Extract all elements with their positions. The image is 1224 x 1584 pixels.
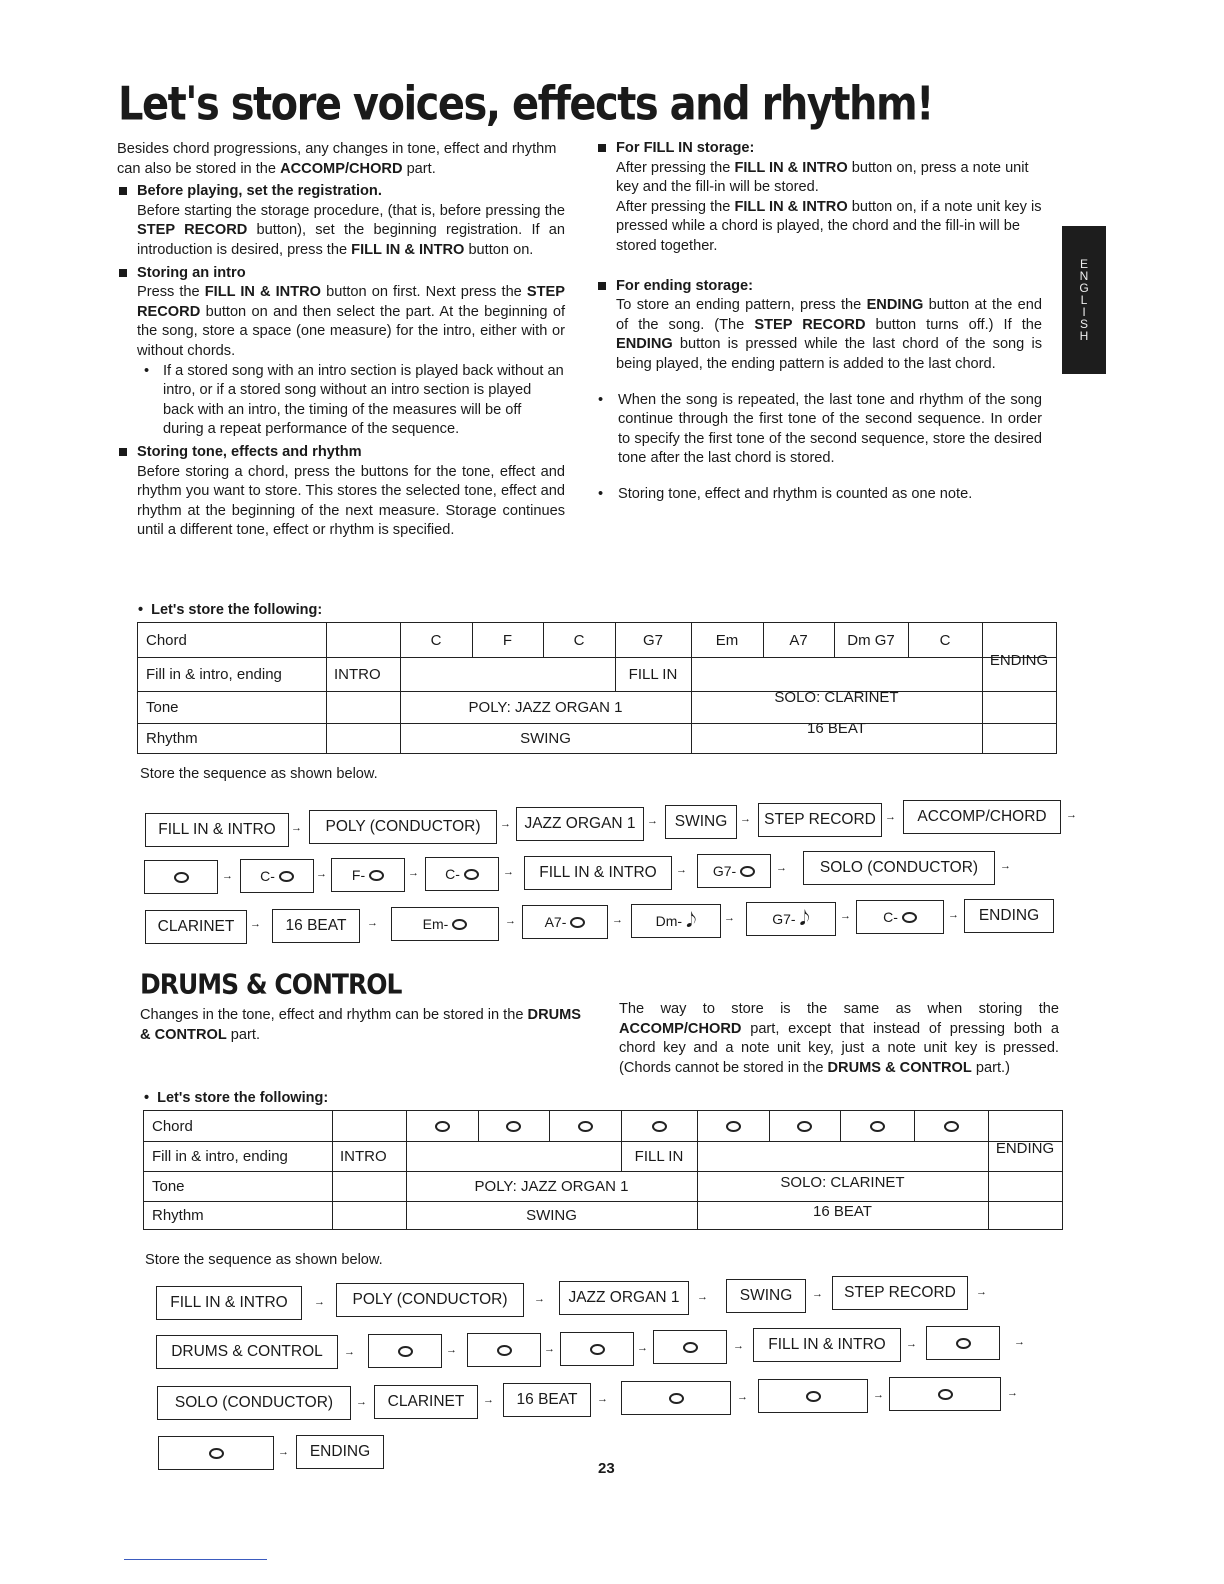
note-icon — [398, 1346, 413, 1357]
section-title-drums: DRUMS & CONTROL — [140, 968, 402, 1000]
seq-jazz-organ-button: JAZZ ORGAN 1 — [516, 807, 644, 841]
arrow: → — [906, 1338, 917, 1350]
note-icon — [578, 1121, 593, 1132]
seq-swing-button: SWING — [665, 805, 737, 839]
half-note-icon: 𝅘𝅥𝅮 — [799, 907, 810, 930]
arrow: → — [314, 1296, 325, 1308]
arrow: → — [356, 1396, 367, 1408]
note-icon — [740, 866, 755, 877]
note-cell — [406, 1111, 478, 1141]
row-label-rhythm: Rhythm — [146, 729, 198, 747]
note-icon — [570, 917, 585, 928]
note-cell — [840, 1111, 914, 1141]
note-icon — [938, 1389, 953, 1400]
arrow: → — [544, 1343, 555, 1355]
arrow: → — [1014, 1336, 1025, 1348]
arrow: → — [737, 1391, 748, 1403]
row-label-rhythm: Rhythm — [152, 1206, 204, 1224]
heading-registration: Before playing, set the registration. — [117, 182, 565, 202]
heading-fillin: For FILL IN storage: — [596, 139, 1042, 159]
arrow: → — [873, 1389, 884, 1401]
arrow: → — [291, 822, 302, 834]
footer-rule — [124, 1559, 267, 1560]
seq-chord-half-note-box: Dm- 𝅘𝅥𝅮 — [631, 904, 721, 938]
tab-letter: N — [1079, 269, 1089, 283]
row-label-tone: Tone — [152, 1177, 185, 1195]
heading-ending: For ending storage: — [596, 277, 1042, 297]
note-icon — [726, 1121, 741, 1132]
table1-label: • Let's store the following: — [138, 602, 323, 618]
tab-letter: H — [1079, 329, 1089, 343]
arrow: → — [976, 1286, 987, 1298]
drums-right-text: The way to store is the same as when storing the ACCOMP/CHORD part, except that instead of pressing both a chord key and a note unit key, just a note unit key is pressed. (Chords cannot be stored in the DRUMS & CONTROL part.) — [619, 1001, 1059, 1076]
seq-note-box — [653, 1330, 727, 1364]
arrow: → — [812, 1288, 823, 1300]
seq1-label: Store the sequence as shown below. — [140, 766, 378, 782]
seq-note-box — [158, 1436, 274, 1470]
page-title: Let's store voices, effects and rhythm! — [118, 78, 933, 131]
note-icon — [174, 872, 189, 883]
arrow: → — [278, 1446, 289, 1458]
tone-poly-cell: POLY: JAZZ ORGAN 1 — [474, 1177, 629, 1195]
seq-step-record-button: STEP RECORD — [832, 1276, 968, 1310]
chord-cell: G7 — [642, 631, 663, 649]
tab-letter: E — [1079, 257, 1088, 271]
note-cell — [621, 1111, 697, 1141]
rhythm-16beat-cell: 16 BEAT — [813, 1202, 872, 1220]
seq-chord-note-box: Em- — [391, 907, 499, 941]
note-icon — [369, 870, 384, 881]
note-cell — [478, 1111, 549, 1141]
seq-chord-note-box: C- — [425, 857, 499, 891]
note-icon — [279, 871, 294, 882]
arrow: → — [1007, 1387, 1018, 1399]
table2-label: • Let's store the following: — [144, 1090, 329, 1106]
seq-fill-intro-button: FILL IN & INTRO — [145, 813, 289, 847]
drums-left-text: Changes in the tone, effect and rhythm can be stored in the DRUMS & CONTROL part. — [140, 1007, 582, 1043]
arrow: → — [733, 1340, 744, 1352]
arrow: → — [885, 811, 896, 823]
chord-cell: C — [573, 631, 585, 649]
seq-chord-note-box: C- — [856, 900, 944, 934]
chord-cell: C — [939, 631, 951, 649]
tone-poly-cell: POLY: JAZZ ORGAN 1 — [468, 698, 623, 716]
rhythm-16beat-cell: 16 BEAT — [807, 719, 866, 737]
arrow: → — [446, 1344, 457, 1356]
row-label-chord: Chord — [152, 1117, 193, 1135]
note-icon — [209, 1448, 224, 1459]
note-icon — [944, 1121, 959, 1132]
arrow: → — [740, 813, 751, 825]
seq-note-box — [621, 1381, 731, 1415]
text-tone: Before storing a chord, press the buttons for the tone, effect and rhythm you want to store. This stores the selected tone, effect and rhythm at the beginning of the next measure. Storage continues until a different tone, effect or rhythm is specified. — [137, 463, 565, 539]
note-cell — [697, 1111, 769, 1141]
chord-cell: Em — [715, 631, 739, 649]
seq-note-box — [144, 860, 218, 894]
arrow: → — [647, 815, 658, 827]
seq-note-box — [368, 1334, 442, 1368]
note-icon — [806, 1391, 821, 1402]
seq-chord-half-note-box: G7- 𝅘𝅥𝅮 — [746, 902, 836, 936]
text-fillin-2: After pressing the FILL IN & INTRO button on, if a note unit key is pressed while a chord is played, the chord and the fill-in will be stored together. — [616, 198, 1042, 254]
ending-cell: ENDING — [989, 651, 1049, 669]
arrow: → — [367, 917, 378, 929]
arrow: → — [637, 1342, 648, 1354]
arrow: → — [505, 915, 516, 927]
seq-clarinet-button: CLARINET — [374, 1385, 478, 1419]
arrow: → — [222, 870, 233, 882]
seq-16beat-button: 16 BEAT — [272, 909, 360, 943]
note-icon — [497, 1345, 512, 1356]
tone-solo-cell: SOLO: CLARINET — [774, 688, 899, 706]
arrow: → — [483, 1394, 494, 1406]
note-icon — [683, 1342, 698, 1353]
text-intro: Press the FILL IN & INTRO button on first. Next press the STEP RECORD button on and then select the part. At the beginning of the song, store a space (one measure) for the intro, either with or without chords. — [137, 284, 565, 359]
chord-cell: A7 — [789, 631, 808, 649]
bullet-repeat: • When the song is repeated, the last tone and rhythm of the song continue through the first tone of the second sequence. In order to specify the first tone of the second sequence, store the desired tone after the last chord is stored. — [596, 391, 1042, 469]
seq-note-box — [560, 1332, 634, 1366]
language-tab — [1062, 226, 1106, 374]
intro-cell: INTRO — [334, 665, 381, 683]
seq-clarinet-button: CLARINET — [145, 910, 247, 944]
arrow: → — [503, 866, 514, 878]
seq-note-box — [926, 1326, 1000, 1360]
chord-cell: F — [502, 631, 513, 649]
seq-accomp-chord-button: ACCOMP/CHORD — [903, 800, 1061, 834]
note-icon — [506, 1121, 521, 1132]
arrow: → — [1000, 860, 1011, 872]
arrow: → — [724, 912, 735, 924]
seq-ending-button: ENDING — [296, 1435, 384, 1469]
seq-ending-button: ENDING — [964, 899, 1054, 933]
text-registration: Before starting the storage procedure, (that is, before pressing the STEP RECORD button), set the beginning registration. If an introduction is desired, press the FILL IN & INTRO button on. — [137, 202, 566, 258]
row-label-fill: Fill in & intro, ending — [146, 665, 282, 683]
fillin-cell: FILL IN — [628, 665, 678, 683]
chord-cell: Dm G7 — [847, 631, 895, 649]
seq-note-box — [889, 1377, 1001, 1411]
seq-poly-conductor-button: POLY (CONDUCTOR) — [336, 1283, 524, 1317]
seq-step-record-button: STEP RECORD — [758, 803, 882, 837]
arrow: → — [1066, 809, 1077, 821]
seq-chord-note-box: C- — [240, 859, 314, 893]
heading-intro: Storing an intro — [117, 264, 565, 284]
chord-cell: C — [430, 631, 442, 649]
note-icon — [590, 1344, 605, 1355]
table1 — [137, 622, 1057, 754]
arrow: → — [344, 1346, 355, 1358]
page-number: 23 — [598, 1460, 615, 1477]
tone-solo-cell: SOLO: CLARINET — [780, 1173, 905, 1191]
right-column — [596, 136, 1042, 505]
note-cell — [914, 1111, 988, 1141]
arrow: → — [250, 918, 261, 930]
tab-letter: S — [1079, 317, 1088, 331]
seq-poly-conductor-button: POLY (CONDUCTOR) — [309, 810, 497, 844]
heading-tone: Storing tone, effects and rhythm — [117, 443, 565, 463]
seq-16beat-button: 16 BEAT — [503, 1383, 591, 1417]
note-icon — [797, 1121, 812, 1132]
seq-chord-note-box: G7- — [697, 854, 771, 888]
bullet-intro-timing: • If a stored song with an intro section is played back without an intro, or if a stored song without an intro section is played back with an intro, the timing of the measures will be off during a repeat performance of the sequence. — [117, 362, 565, 440]
note-icon — [464, 869, 479, 880]
ending-cell: ENDING — [995, 1139, 1055, 1157]
left-column — [117, 140, 565, 541]
seq-swing-button: SWING — [726, 1279, 806, 1313]
intro-paragraph: Besides chord progressions, any changes in tone, effect and rhythm can also be stored in the ACCOMP/CHORD part. — [117, 141, 557, 177]
arrow: → — [948, 909, 959, 921]
table2 — [143, 1110, 1063, 1230]
seq-solo-conductor-button: SOLO (CONDUCTOR) — [803, 851, 995, 885]
arrow: → — [534, 1293, 545, 1305]
note-icon — [669, 1393, 684, 1404]
arrow: → — [597, 1393, 608, 1405]
half-note-icon: 𝅘𝅥𝅮 — [686, 909, 697, 932]
arrow: → — [776, 862, 787, 874]
bullet-count: • Storing tone, effect and rhythm is counted as one note. — [596, 485, 1042, 505]
note-cell — [549, 1111, 621, 1141]
seq-note-box — [467, 1333, 541, 1367]
seq-fill-intro-button: FILL IN & INTRO — [524, 856, 672, 890]
seq-chord-note-box: A7- — [522, 905, 608, 939]
row-label-tone: Tone — [146, 698, 179, 716]
note-icon — [956, 1338, 971, 1349]
note-icon — [870, 1121, 885, 1132]
arrow: → — [500, 818, 511, 830]
arrow: → — [408, 867, 419, 879]
arrow: → — [316, 868, 327, 880]
seq2-label: Store the sequence as shown below. — [145, 1252, 383, 1268]
fillin-cell: FILL IN — [634, 1147, 684, 1165]
note-icon — [902, 912, 917, 923]
tab-letter: G — [1079, 281, 1089, 295]
arrow: → — [676, 864, 687, 876]
tab-letter: I — [1082, 305, 1086, 319]
seq-fill-intro-button: FILL IN & INTRO — [156, 1286, 302, 1320]
arrow: → — [840, 910, 851, 922]
arrow: → — [612, 914, 623, 926]
intro-cell: INTRO — [340, 1147, 387, 1165]
rhythm-swing-cell: SWING — [520, 729, 571, 747]
seq-jazz-organ-button: JAZZ ORGAN 1 — [559, 1281, 689, 1315]
note-icon — [452, 919, 467, 930]
seq-solo-conductor-button: SOLO (CONDUCTOR) — [157, 1386, 351, 1420]
seq-fill-intro-button: FILL IN & INTRO — [753, 1328, 901, 1362]
seq-note-box — [758, 1379, 868, 1413]
row-label-fill: Fill in & intro, ending — [152, 1147, 288, 1165]
note-icon — [435, 1121, 450, 1132]
note-icon — [652, 1121, 667, 1132]
text-ending: To store an ending pattern, press the ENDING button at the end of the song. (The STEP RECORD button turns off.) If the ENDING button is pressed while the last chord of the song is being played, the ending pattern is added to the last chord. — [616, 297, 1042, 372]
row-label-chord: Chord — [146, 631, 187, 649]
seq-drums-control-button: DRUMS & CONTROL — [156, 1335, 338, 1369]
arrow: → — [697, 1291, 708, 1303]
note-cell — [769, 1111, 840, 1141]
tab-letter: L — [1080, 293, 1088, 307]
rhythm-swing-cell: SWING — [526, 1206, 577, 1224]
seq-chord-note-box: F- — [331, 858, 405, 892]
text-fillin-1: After pressing the FILL IN & INTRO button on, press a note unit key and the fill-in will be stored. — [616, 159, 1029, 196]
